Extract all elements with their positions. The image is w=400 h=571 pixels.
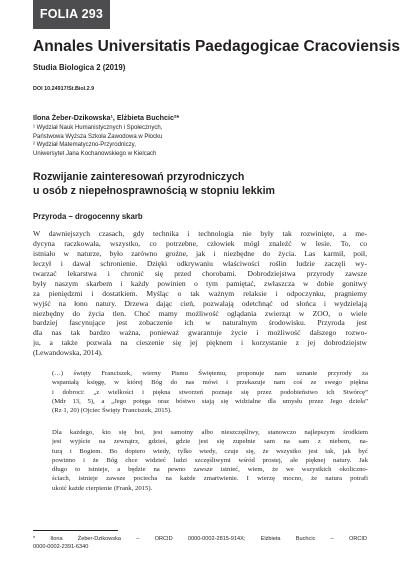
- affiliation-line: Uniwersytet Jana Kochanowskiego w Kielcach: [33, 150, 157, 157]
- quote-line: (Rz 1, 20) (Ojciec Święty Franciszek, 2015).: [52, 407, 172, 415]
- affiliation-line: Państwowa Wyższa Szkoła Zawodowa w Płocku: [33, 133, 163, 140]
- affiliation-line: ¹ Wydział Nauk Humanistycznych i Społecznych,: [33, 125, 163, 131]
- journal-title: Annales Universitatis Paedagogicae Cracoviensis: [33, 38, 400, 55]
- text-line: niezbędny do życia tlen. Choć mamy możliwość oglądania zwierząt w ZOO, o wiele: [33, 308, 367, 318]
- quote-2: [52, 428, 368, 493]
- text-line: były naszym skarbem i każdy powinien o tym pamiętać, zwłaszcza w dobie gonitwy: [33, 278, 367, 288]
- authors-line: Ilona Żeber-Dzikowska¹, Elżbieta Buchcic²*: [33, 113, 180, 122]
- affiliation-line: ² Wydział Matematyczno-Przyrodniczy,: [33, 142, 136, 148]
- quote-line: ukoić każde cierpienie (Frank, 2015).: [52, 484, 153, 492]
- doi: DOI 10.24917/St.Biol.2.9: [33, 86, 95, 92]
- quote-line: jest wyjście na zewnątrz, gdzieś, gdzie jest się zupełnie sam na sam z niebem, na-: [52, 438, 368, 446]
- quote-line: długo to istnieje, a będzie na pewno zawsze istnieć, wiem, że we wszystkich okoliczno-: [52, 466, 368, 474]
- footnote-divider: [33, 530, 118, 531]
- journal-subtitle: Studia Biologica 2 (2019): [33, 63, 126, 72]
- footnote-line: 0000-0002-2391-6340: [33, 544, 89, 551]
- quote-line: wspaniałą księgę, w której Bóg do nas mówi i przekazuje nam coś ze swego piękna: [52, 379, 368, 387]
- text-line: leczył i dawał schronienie. Dzięki odkrywaniu właściwości roślin ludzie zaczęli wy-: [33, 258, 367, 268]
- footnote: [33, 535, 367, 552]
- section-heading: Przyroda – drogocenny skarb: [33, 212, 143, 221]
- paragraph-1: [33, 229, 367, 358]
- quote-line: (…) święty Franciszek, wierny Pismu Świętemu, proponuje nam uznanie przyrody za: [52, 370, 368, 377]
- quote-line: ściach, istnieje zawsze pociecha na każde zmartwienie. I wierzę mocno, że natura potrafi: [52, 475, 368, 483]
- quote-line: Dla każdego, kto się boi, jest samotny albo nieszczęśliwy, stanowczo najlepszym środkiem: [52, 429, 368, 436]
- quote-line: powinno i że Bóg chce widzieć ludzi szczęśliwymi wśród prostej, ale pięknej natury. Jak: [52, 456, 368, 464]
- text-line: istniało w naturze, było zarówno groźne, jak i niezbędne do życia. Las karmił, poił,: [33, 248, 367, 258]
- text-line: W dawniejszych czasach, gdy technika i technologia nie były tak rozwinięte, a me-: [33, 229, 367, 238]
- text-line: za pieniędzmi i dostatkiem. Myśląc o tak ważnym relaksie i odpoczynku, pragniemy: [33, 288, 367, 298]
- affiliations: [33, 124, 162, 158]
- text-line: (Lewandowska, 2014).: [33, 348, 103, 358]
- quote-line: (Mdr 13, 5), a „Jego potęga oraz bóstwo stają się widzialne dla umysłu przez Jego dzieła”: [52, 397, 368, 405]
- article-title: [33, 170, 363, 198]
- quote-line: turą i Bogiem. Bo dopiero wtedy, tylko wtedy, czuje się, że wszystko jest tak, jak być: [52, 447, 368, 455]
- article-title-line: u osób z niepełnosprawnością w stopniu lekkim: [33, 185, 275, 197]
- text-line: ju, a także pozwala na cieszenie się jej pięknem i korzystanie z jej dobrodziejstw: [33, 338, 367, 348]
- text-line: dla nas tak bardzo ważna, ponieważ gwarantuje życie i możliwość dalszego rozwo-: [33, 328, 367, 338]
- article-title-line: Rozwijanie zainteresowań przyrodniczych: [33, 171, 245, 183]
- text-line: bardziej fascynujące jest zobaczenie ich w naturalnym środowisku. Przyroda jest: [33, 318, 367, 328]
- folio-number: FOLIA 293: [33, 0, 110, 29]
- footnote-line: * Ilona Żeber-Dzikowska – ORCID 0000-0002-2815-914X; Elżbieta Buchcic – ORCID: [33, 536, 367, 542]
- text-line: wyjść na łono natury. Drzewa dając cień, pozwalają odetchnąć od słońca i wydzielają: [33, 298, 367, 308]
- quote-1: [52, 369, 368, 415]
- text-line: twarzać lekarstwa i chronić się przed chorobami. Dobrodziejstwa przyrody zawsze: [33, 268, 367, 278]
- text-line: dycyna raczkowała, wszystko, co potrzebne, człowiek mógł znaleźć w lesie. To, co: [33, 238, 367, 248]
- quote-line: i dobroci: „z wielkości i piękna stworzeń poznaje się przez podobieństwo ich Stwórcę”: [52, 388, 368, 396]
